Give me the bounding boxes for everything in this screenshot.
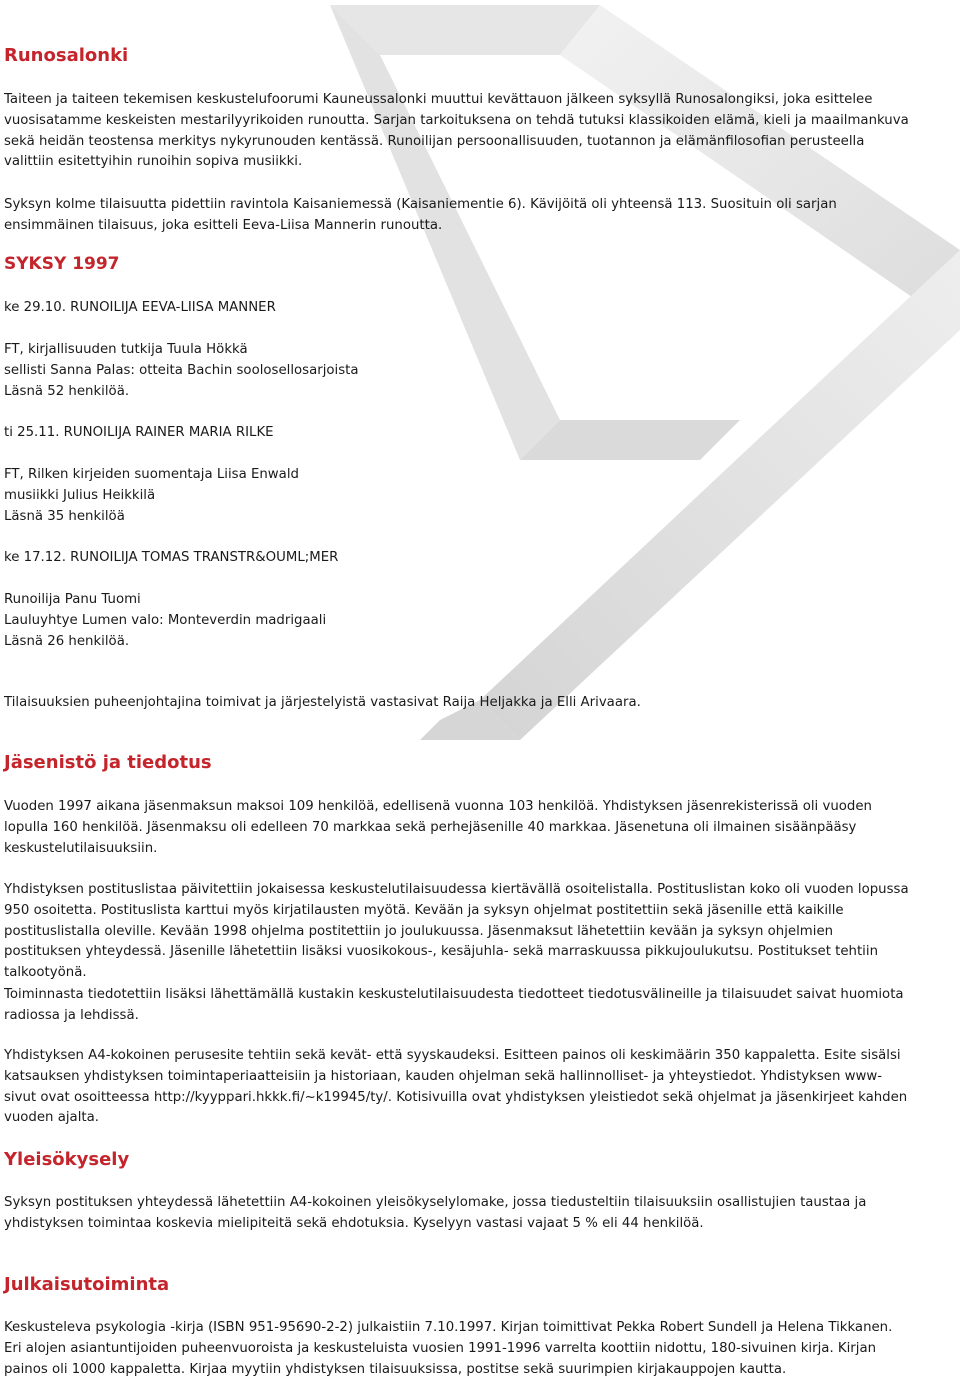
organizers-text: Tilaisuuksien puheenjohtajina toimivat ja järjestelyistä vastasivat Raija Heljakka ja Elli Arivaara. bbox=[4, 695, 641, 710]
event-line: musiikki Julius Heikkilä bbox=[4, 488, 156, 503]
jasenisto-paragraph: Vuoden 1997 aikana jäsenmaksun maksoi 109 henkilöä, edellisenä vuonna 103 henkilöä. Yhdistyksen jäsenrekisterissä oli vuoden lopulla 160 henkilöä. Jäsenmaksu oli edelleen 70 markkaa sekä perhejäsenille 40 markkaa. Jäsenetuna oli ilmainen sisäänpääsy keskustelutilaisuuksiin. bbox=[4, 799, 872, 856]
event-line: Läsnä 35 henkilöä bbox=[4, 509, 125, 524]
jasenisto-paragraph: Yhdistyksen A4-kokoinen perusesite tehtiin sekä kevät- että syyskaudeksi. Esitteen painos oli keskimäärin 350 kappaletta. Esite sisälsi katsauksen yhdistyksen toimintaperiaatteisiin ja historiaan, kauden ohjelman sekä hallinnolliset- ja yhteystiedot. Yhdistyksen www-sivut ovat osoitteessa http://kyyppari.hkkk.fi/~k19945/ty/. Kotisivuilla ovat yhdistyksen yleistiedot sekä ohjelmat ja jäsenkirjeet kahden vuoden ajalta. bbox=[4, 1048, 908, 1126]
season-title: SYKSY 1997 bbox=[4, 254, 120, 274]
event-line: sellisti Sanna Palas: otteita Bachin soolosellosarjoista bbox=[4, 363, 359, 378]
jasenisto-paragraph: Yhdistyksen postituslistaa päivitettiin jokaisessa keskustelutilaisuudessa kiertävällä osoitelistalla. Postituslistan koko oli vuoden lopussa 950 osoitetta. Postituslista karttui myös kirjatilausten myötä. Kevään ja syksyn ohjelmat postitettiin sekä jäsenille että kaikille postituslistalla oleville. Kevään 1998 ohjelma postitettiin jo joulukuussa. Jäsenmaksut lähetettiin kevään ja syksyn ohjelmien postituksen yhteydessä. Jäsenille lähetettiin lisäksi vuosikokous-, kesäjuhla- sekä marraskuussa pikkujoulukutsu. Postitukset tehtiin talkootyönä. bbox=[4, 882, 909, 981]
section-title-jasenisto: Jäsenistö ja tiedotus bbox=[4, 752, 212, 773]
section-title-julkaisutoiminta: Julkaisutoiminta bbox=[4, 1274, 170, 1295]
event-heading: ti 25.11. RUNOILIJA RAINER MARIA RILKE bbox=[4, 425, 274, 440]
event-line: Runoilija Panu Tuomi bbox=[4, 592, 141, 607]
event-line: Läsnä 26 henkilöä. bbox=[4, 634, 130, 649]
jasenisto-paragraph: Toiminnasta tiedotettiin lisäksi lähettämällä kustakin keskustelutilaisuudesta tiedotteet tiedotusvälineille ja tilaisuudet saivat huomiota radiossa ja lehdissä. bbox=[4, 987, 904, 1023]
runosalonki-summary: Syksyn kolme tilaisuutta pidettiin ravintola Kaisaniemessä (Kaisaniementie 6). Kävijöitä oli yhteensä 113. Suosituin oli sarjan ensimmäinen tilaisuus, joka esitteli Eeva-Liisa Mannerin runoutta. bbox=[4, 197, 837, 233]
runosalonki-intro: Taiteen ja taiteen tekemisen keskustelufoorumi Kauneussalonki muuttui kevättauon jälkeen syksyllä Runosalongiksi, joka esittelee vuosisatamme keskeisten mestarilyyrikoiden runoutta. Sarjan tarkoituksena on tehdä tutuksi klassikoiden elämä, kieli ja maailmankuva sekä heidän teostensa merkitys nykyrunouden kentässä. Runoilijan persoonallisuuden, tuotannon ja elämänfilosofian perusteella valittiin esitettyihin runoihin sopiva musiikki. bbox=[4, 92, 909, 170]
yleisokysely-paragraph: Syksyn postituksen yhteydessä lähetettiin A4-kokoinen yleisökyselylomake, jossa tiedusteltiin tilaisuuksiin osallistujien taustaa ja yhdistyksen toimintaa koskevia mielipiteitä sekä ehdotuksia. Kyselyyn vastasi vajaat 5 % eli 44 henkilöä. bbox=[4, 1195, 867, 1231]
section-title-yleisokysely: Yleisökysely bbox=[4, 1149, 130, 1170]
section-title-runosalonki: Runosalonki bbox=[4, 45, 129, 66]
julkaisutoiminta-paragraph: Keskusteleva psykologia -kirja (ISBN 951-95690-2-2) julkaistiin 7.10.1997. Kirjan toimittivat Pekka Robert Sundell ja Helena Tikkanen. Eri alojen asiantuntijoiden puheenvuoroista ja keskusteluista vuosien 1991-1996 varrelta koottiin nidottu, 180-sivuinen kirja. Kirjan painos oli 1000 kappaletta. Kirjaa myytiin yhdistyksen tilaisuuksissa, postitse sekä suurimpien kirjakauppojen kautta. bbox=[4, 1320, 893, 1377]
event-line: Lauluyhtye Lumen valo: Monteverdin madrigaali bbox=[4, 613, 327, 628]
event-line: FT, Rilken kirjeiden suomentaja Liisa Enwald bbox=[4, 467, 299, 482]
event-line: Läsnä 52 henkilöä. bbox=[4, 384, 130, 399]
event-line: FT, kirjallisuuden tutkija Tuula Hökkä bbox=[4, 342, 248, 357]
event-heading: ke 17.12. RUNOILIJA TOMAS TRANSTR&OUML;MER bbox=[4, 550, 339, 565]
event-heading: ke 29.10. RUNOILIJA EEVA-LIISA MANNER bbox=[4, 300, 276, 315]
